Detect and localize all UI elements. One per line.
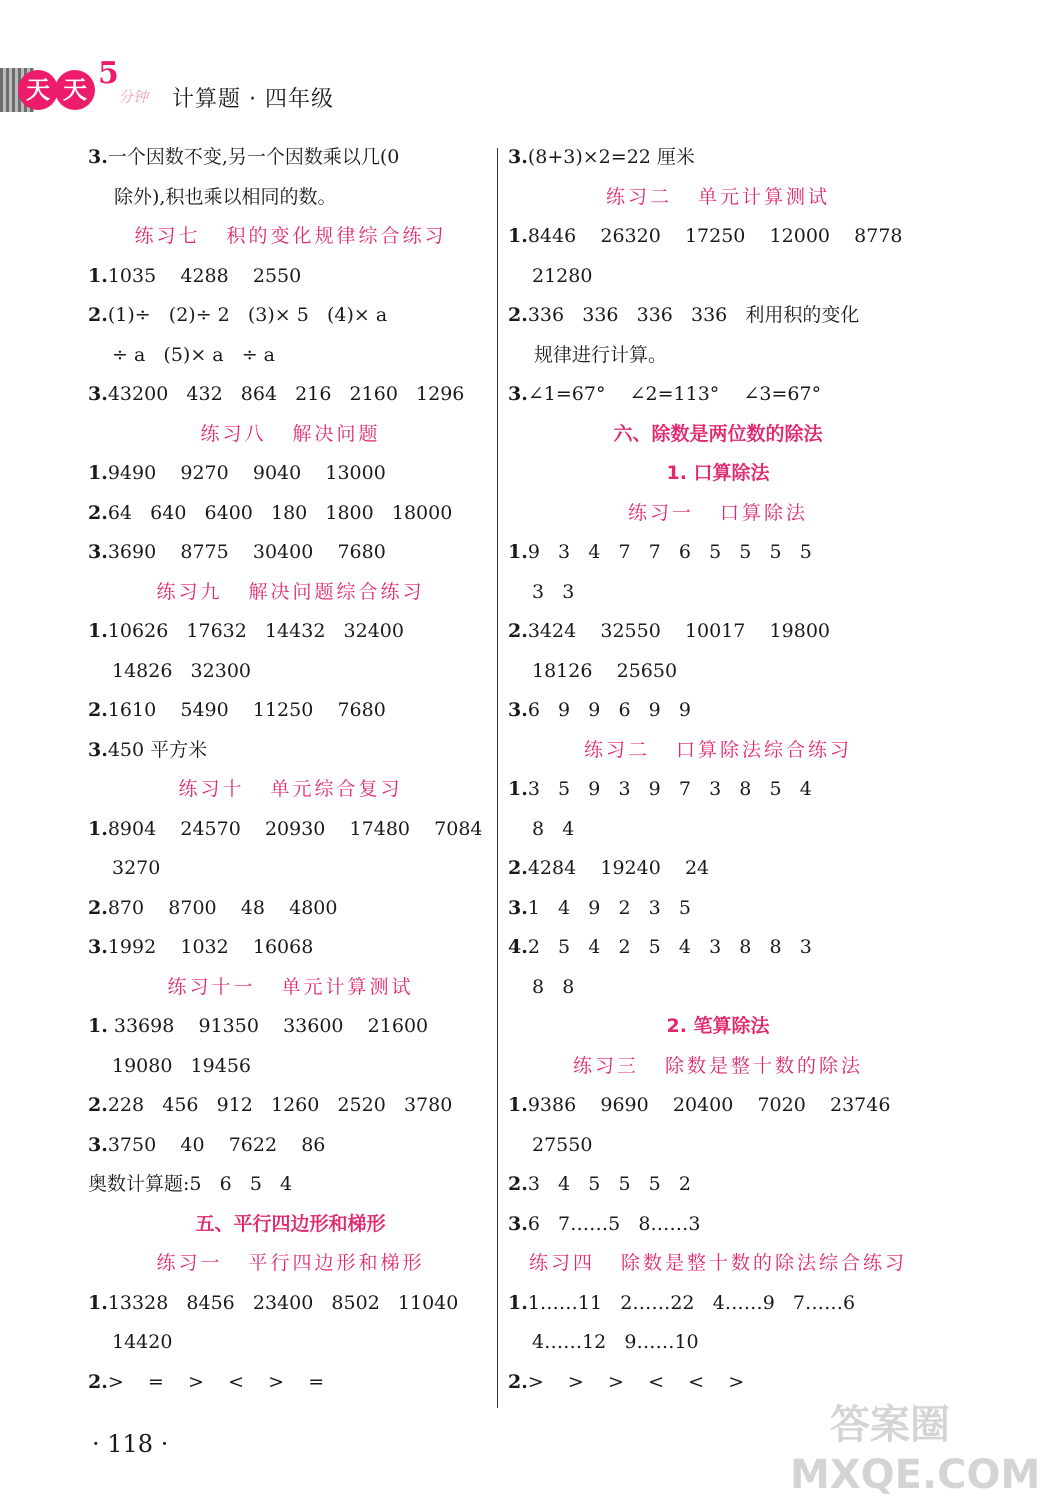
exercise-heading	[508, 731, 928, 771]
answer-continuation: 27550	[532, 1133, 593, 1156]
answer-item	[88, 1284, 493, 1324]
item-answer: 870 8700 48 4800	[107, 896, 338, 919]
exercise-title: 平行四边形和梯形	[248, 1252, 425, 1274]
item-number: 1.	[508, 778, 528, 800]
answer-item	[508, 138, 928, 178]
item-answer: 4284 19240 24	[527, 857, 710, 879]
answer-item	[508, 375, 928, 415]
item-answer: 3424 32550 10017 19800	[527, 620, 830, 642]
item-number: 1.	[88, 264, 108, 287]
answer-item	[88, 1363, 493, 1403]
exercise-heading	[508, 494, 928, 534]
answer-item	[508, 691, 928, 731]
item-number: 2.	[508, 304, 528, 326]
item-number: 1.	[88, 620, 108, 642]
answer-item	[88, 1126, 493, 1166]
exercise-heading	[88, 217, 493, 257]
answer-item	[88, 533, 493, 573]
answer-continuation: 3270	[112, 857, 161, 879]
exercise-number: 练习一	[156, 1252, 223, 1274]
answer-continuation: 3 3	[532, 580, 575, 603]
exercise-number: 练习十一	[167, 975, 256, 998]
answer-item	[508, 296, 928, 336]
item-number: 3.	[88, 738, 108, 761]
right-column	[508, 138, 928, 1402]
item-answer: 2 5 4 2 5 4 3 8 8 3	[527, 936, 812, 958]
answer-item	[88, 375, 493, 415]
item-answer: 10626 17632 14432 32400	[107, 620, 404, 642]
item-number: 2.	[88, 896, 108, 919]
exercise-heading	[508, 178, 928, 218]
logo-bubble-2: 天	[55, 70, 95, 110]
item-number: 3.	[508, 896, 528, 919]
exercise-heading	[88, 573, 493, 613]
answer-item	[508, 770, 928, 810]
item-number: 1.	[508, 225, 528, 247]
exercise-number: 练习十	[178, 778, 245, 800]
item-number: 2.	[88, 501, 108, 524]
item-number: 1.	[508, 1291, 528, 1314]
answer-continuation: 4……12 9……10	[532, 1331, 699, 1353]
answer-continuation: 18126 25650	[532, 659, 678, 682]
answer-continuation: 14420	[112, 1331, 173, 1353]
answer-item	[508, 533, 928, 573]
answer-item	[88, 1007, 493, 1047]
answer-continuation: 19080 19456	[112, 1054, 252, 1077]
answer-item	[88, 454, 493, 494]
answer-item	[88, 810, 493, 850]
page-header	[0, 56, 420, 126]
item-answer: > > > < < >	[527, 1370, 745, 1393]
item-number: 2.	[508, 620, 528, 642]
exercise-title: 单元计算测试	[281, 975, 414, 998]
item-number: 3.	[508, 146, 528, 168]
answer-item	[508, 1086, 928, 1126]
item-number: 1.	[508, 541, 528, 563]
exercise-title: 积的变化规律综合练习	[226, 225, 447, 247]
section-heading: 六、除数是两位数的除法	[613, 422, 823, 445]
exercise-title: 口算除法	[720, 501, 809, 524]
item-number: 2.	[508, 1173, 528, 1195]
watermark: 答案圈 MXQE.COM	[790, 1402, 1040, 1498]
logo-five: 5	[98, 56, 119, 91]
answer-item	[508, 1165, 928, 1205]
exercise-number: 练习九	[156, 580, 223, 603]
exercise-number: 练习二	[605, 185, 672, 208]
exercise-title: 除数是整十数的除法综合练习	[621, 1252, 908, 1274]
item-answer: 64 640 6400 180 1800 18000	[107, 501, 453, 524]
page-number: · 118 ·	[92, 1430, 169, 1458]
exercise-number: 练习八	[200, 422, 267, 445]
book-title: 计算题 · 四年级	[172, 87, 334, 112]
answer-continuation: 8 8	[532, 975, 575, 998]
exercise-number: 练习一	[627, 501, 694, 524]
item-number: 2.	[88, 1094, 108, 1116]
item-answer: 6 7……5 8……3	[527, 1212, 701, 1235]
item-answer: 228 456 912 1260 2520 3780	[107, 1094, 453, 1116]
item-answer: 33698 91350 33600 21600	[107, 1015, 429, 1037]
item-answer: ∠1=67° ∠2=113° ∠3=67°	[527, 383, 822, 405]
item-answer: 3 4 5 5 5 2	[527, 1173, 691, 1195]
item-number: 1.	[88, 1015, 108, 1037]
section-heading: 1. 口算除法	[666, 462, 770, 484]
item-answer: 1992 1032 16068	[107, 936, 314, 958]
answer-continuation: 14826 32300	[112, 659, 252, 682]
answer-item	[88, 889, 493, 929]
exercise-number: 练习三	[572, 1054, 639, 1077]
item-answer: 9 3 4 7 7 6 5 5 5 5	[527, 541, 812, 563]
item-number: 1.	[88, 1291, 108, 1314]
answer-item	[88, 296, 493, 336]
exercise-heading	[88, 1244, 493, 1284]
item-answer: 8904 24570 20930 17480 7084	[107, 817, 483, 840]
answer-item	[508, 889, 928, 929]
item-answer: 1……11 2……22 4……9 7……6	[527, 1291, 856, 1314]
item-number: 3.	[88, 541, 108, 563]
item-number: 3.	[508, 383, 528, 405]
answer-continuation: 8 4	[532, 817, 575, 840]
exercise-title: 单元计算测试	[698, 185, 831, 208]
item-answer: 1 4 9 2 3 5	[527, 896, 691, 919]
item-answer: 450 平方米	[107, 738, 208, 761]
exercise-heading	[508, 1047, 928, 1087]
logo-minutes: 分钟	[118, 88, 149, 106]
item-number: 1.	[88, 462, 108, 484]
item-number: 2.	[88, 1370, 108, 1393]
item-answer: 13328 8456 23400 8502 11040	[107, 1291, 459, 1314]
item-number: 1.	[508, 1094, 528, 1116]
answer-item	[508, 1363, 928, 1403]
answer-item	[88, 1086, 493, 1126]
item-answer: 43200 432 864 216 2160 1296	[107, 383, 465, 405]
exercise-title: 解决问题	[292, 422, 381, 445]
answer-item	[88, 257, 493, 297]
item-answer: (8+3)×2=22 厘米	[527, 146, 695, 168]
answer-item	[508, 1284, 928, 1324]
exercise-number: 练习四	[528, 1252, 595, 1274]
answer-item	[88, 928, 493, 968]
column-divider	[497, 148, 498, 1408]
answer-item	[508, 928, 928, 968]
item-answer: 336 336 336 336 利用积的变化	[527, 304, 860, 326]
item-answer: (1)÷ (2)÷ 2 (3)× 5 (4)× a	[107, 304, 388, 326]
answer-item: 奥数计算题:5 6 5 4	[88, 1173, 293, 1195]
answer-continuation: 规律进行计算。	[534, 343, 668, 366]
item-number: 3.	[88, 1133, 108, 1156]
item-number: 3.	[88, 146, 108, 168]
item-answer: 1610 5490 11250 7680	[107, 699, 386, 721]
exercise-title: 除数是整十数的除法	[665, 1054, 864, 1077]
item-number: 2.	[88, 699, 108, 721]
item-answer: 1035 4288 2550	[107, 264, 302, 287]
answer-item	[88, 612, 493, 652]
item-number: 3.	[508, 1212, 528, 1235]
answer-item	[508, 849, 928, 889]
item-answer: 9386 9690 20400 7020 23746	[527, 1094, 891, 1116]
exercise-heading	[88, 415, 493, 455]
item-number: 2.	[508, 1370, 528, 1393]
answer-item	[88, 494, 493, 534]
answer-item	[508, 612, 928, 652]
exercise-number: 练习七	[134, 225, 201, 247]
answer-continuation: 除外),积也乘以相同的数。	[114, 185, 337, 208]
item-number: 4.	[508, 936, 528, 958]
exercise-title: 单元综合复习	[270, 778, 403, 800]
section-heading: 2. 笔算除法	[666, 1015, 770, 1037]
answer-continuation: 21280	[532, 264, 593, 287]
left-column	[88, 138, 493, 1402]
item-number: 2.	[88, 304, 108, 326]
exercise-heading	[508, 1244, 928, 1284]
item-number: 3.	[88, 383, 108, 405]
answer-item	[88, 731, 493, 771]
exercise-number: 练习二	[583, 738, 650, 761]
item-answer: 3690 8775 30400 7680	[107, 541, 386, 563]
item-number: 2.	[508, 857, 528, 879]
logo-bubble-1: 天	[18, 70, 58, 110]
item-answer: > = > < > =	[107, 1370, 325, 1393]
exercise-heading	[88, 770, 493, 810]
section-heading: 五、平行四边形和梯形	[195, 1212, 386, 1235]
answer-item	[508, 1205, 928, 1245]
answer-continuation: ÷ a (5)× a ÷ a	[112, 343, 276, 366]
exercise-title: 口算除法综合练习	[676, 738, 853, 761]
item-answer: 9490 9270 9040 13000	[107, 462, 386, 484]
item-answer: 一个因数不变,另一个因数乘以几(0	[107, 146, 400, 168]
answer-item	[508, 217, 928, 257]
item-answer: 6 9 9 6 9 9	[527, 699, 691, 721]
answer-item	[88, 138, 493, 178]
item-answer: 3750 40 7622 86	[107, 1133, 326, 1156]
item-number: 3.	[508, 699, 528, 721]
answer-item	[88, 691, 493, 731]
item-number: 1.	[88, 817, 108, 840]
exercise-title: 解决问题综合练习	[248, 580, 425, 603]
item-number: 3.	[88, 936, 108, 958]
item-answer: 8446 26320 17250 12000 8778	[527, 225, 903, 247]
item-answer: 3 5 9 3 9 7 3 8 5 4	[527, 778, 812, 800]
exercise-heading	[88, 968, 493, 1008]
